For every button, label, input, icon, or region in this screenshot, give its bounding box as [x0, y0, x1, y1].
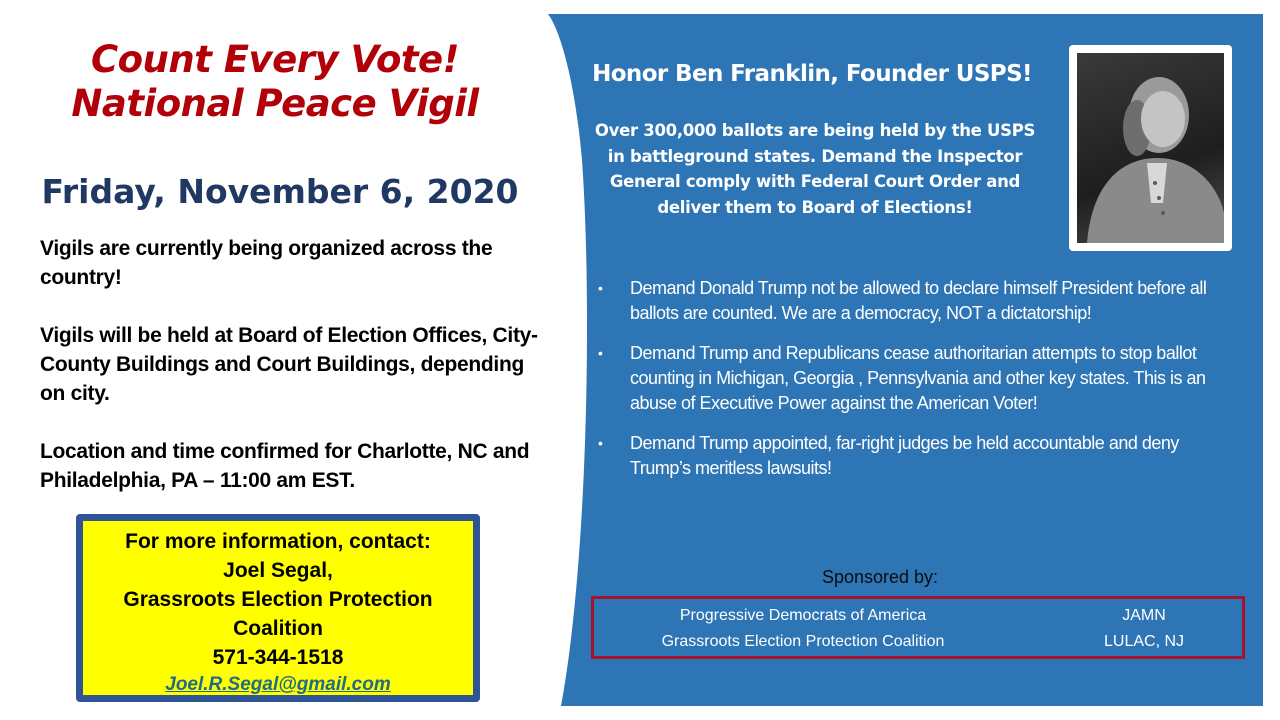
bullet-icon: • — [598, 435, 603, 451]
sponsors-column-left — [594, 603, 1012, 655]
demand-item — [596, 431, 1236, 481]
demand-text: Demand Trump and Republicans cease authoritarian attempts to stop ballot counting in Michigan, Georgia , Pennsylvania and other key states. This is an abuse of Executive Power against the American Voter! — [630, 343, 1206, 413]
demand-text: Demand Donald Trump not be allowed to declare himself President before all ballots are counted. We are a democracy, NOT a dictatorship! — [630, 278, 1207, 323]
sponsor-name: Grassroots Election Protection Coalition — [661, 633, 945, 650]
usps-ballots-paragraph: Over 300,000 ballots are being held by the USPS in battleground states. Demand the Inspector General comply with Federal Court Order and deliver them to Board of Elections! — [594, 121, 1036, 217]
event-title — [30, 38, 520, 126]
bullet-icon: • — [598, 280, 603, 296]
event-details — [40, 234, 550, 524]
franklin-portrait-image — [1077, 53, 1224, 243]
sponsor-name: Progressive Democrats of America — [679, 607, 927, 624]
contact-heading: For more information, contact: — [125, 530, 431, 553]
contact-phone: 571-344-1518 — [212, 646, 344, 669]
title-line-1: Count Every Vote! — [90, 38, 460, 81]
details-paragraph-organizing: Vigils are currently being organized across the country! — [40, 237, 493, 289]
portrait-figure-icon — [1077, 53, 1224, 243]
demands-list — [596, 276, 1236, 496]
sponsored-by-label: Sponsored by: — [821, 567, 939, 587]
demand-text: Demand Trump appointed, far-right judges be held accountable and deny Trump’s meritless lawsuits! — [630, 433, 1179, 478]
sponsor-name: LULAC, NJ — [1103, 633, 1185, 650]
contact-org-line-1: Grassroots Election Protection — [123, 588, 433, 611]
franklin-portrait-frame — [1069, 45, 1232, 251]
contact-org-line-2: Coalition — [233, 617, 323, 640]
details-paragraph-locations: Vigils will be held at Board of Election Offices, City-County Buildings and Court Buildings, depending on city. — [40, 324, 538, 405]
demand-item — [596, 276, 1236, 326]
event-date: Friday, November 6, 2020 — [41, 172, 519, 211]
sponsors-box — [591, 596, 1245, 659]
contact-name: Joel Segal, — [223, 559, 333, 582]
details-paragraph-confirmed: Location and time confirmed for Charlotte, NC and Philadelphia, PA – 11:00 am EST. — [40, 440, 530, 492]
sponsor-name: JAMN — [1122, 607, 1166, 624]
bullet-icon: • — [598, 345, 603, 361]
contact-info-box — [76, 514, 480, 702]
sponsors-column-right — [1064, 603, 1224, 655]
title-line-2: National Peace Vigil — [71, 82, 479, 125]
honor-franklin-heading: Honor Ben Franklin, Founder USPS! — [592, 61, 1032, 87]
demand-item — [596, 341, 1236, 416]
contact-email-link[interactable]: Joel.R.Segal@gmail.com — [165, 674, 391, 695]
